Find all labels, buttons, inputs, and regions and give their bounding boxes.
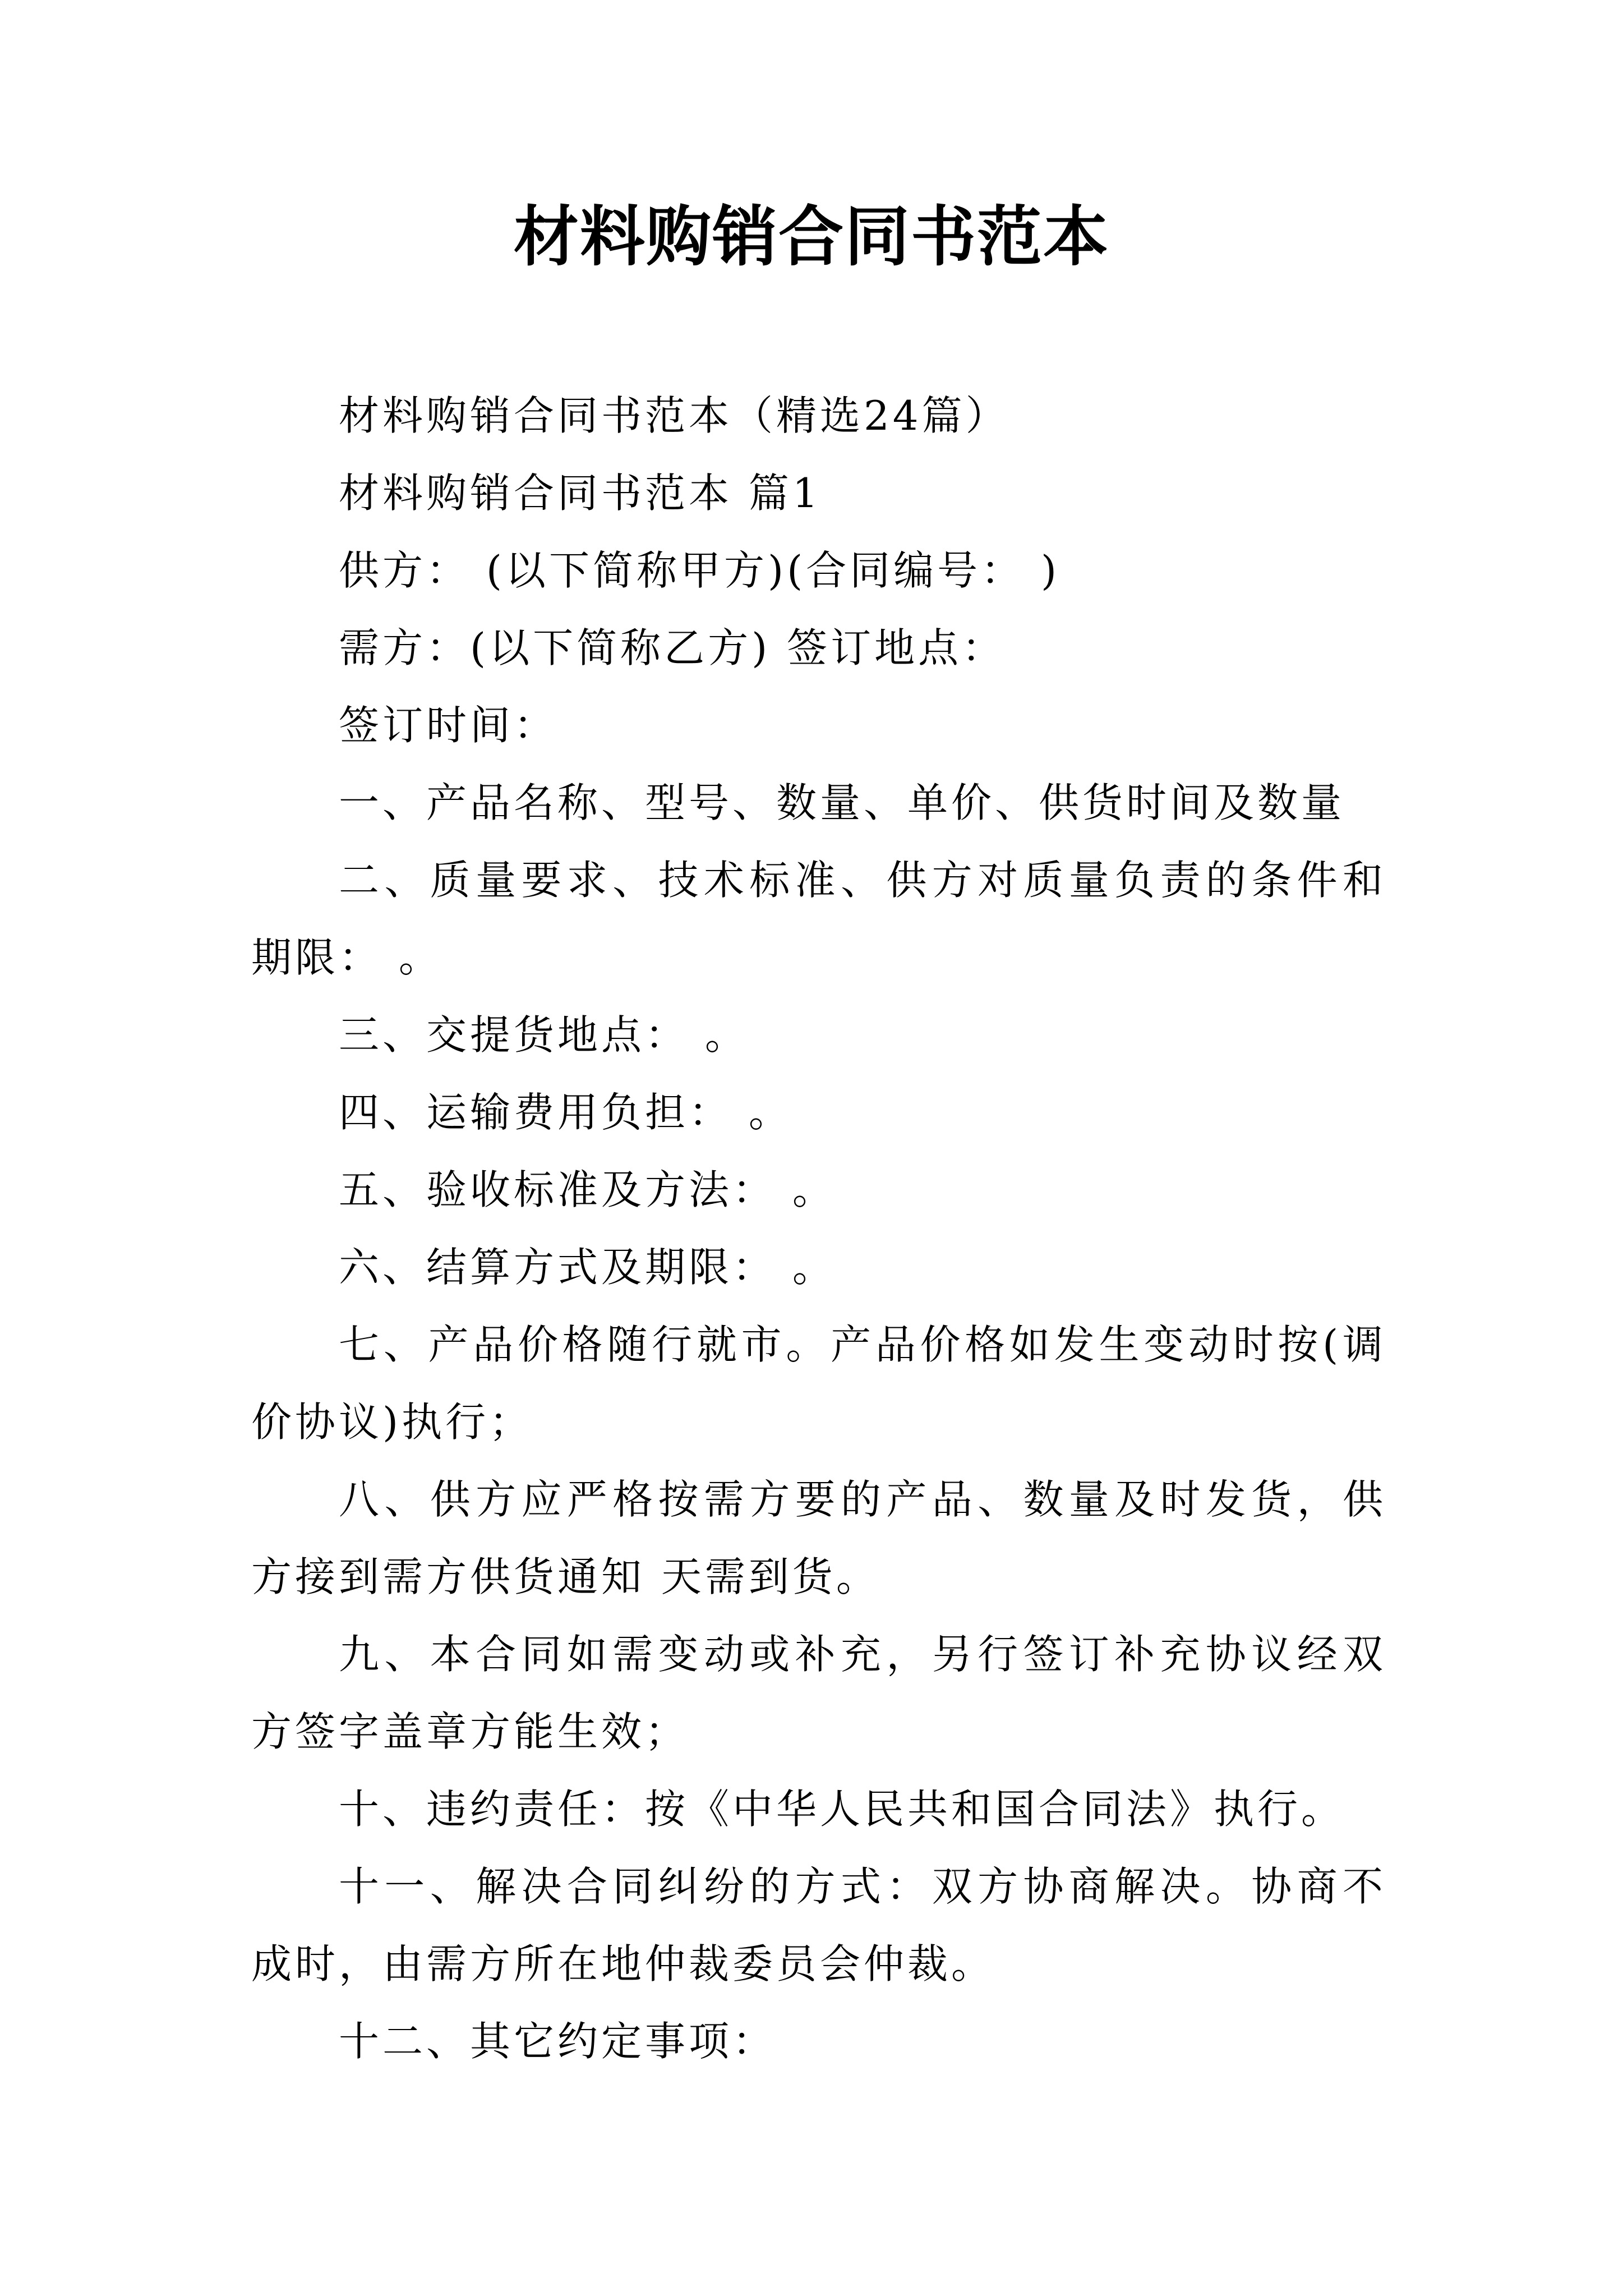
clause-4: 四、运输费用负担： 。	[339, 1089, 792, 1136]
clause-12: 十二、其它约定事项：	[339, 2018, 777, 2065]
buyer-line: 需方：(以下简称乙方) 签订地点：	[339, 624, 1006, 671]
document-title: 材料购销合同书范本	[514, 199, 1109, 275]
clause-6: 六、结算方式及期限： 。	[339, 1244, 836, 1291]
clause-11: 十一、解决合同纠纷的方式：双方协商解决。协商不成时，由需方所在地仲裁委员会仲裁。	[251, 1863, 1386, 1987]
signing-time-line: 签订时间：	[339, 702, 558, 749]
document-subtitle: 材料购销合同书范本（精选24篇）	[339, 392, 1009, 439]
clause-8: 八、供方应严格按需方要的产品、数量及时发货，供方接到需方供货通知 天需到货。	[251, 1476, 1386, 1600]
document-body	[251, 377, 1386, 2080]
supplier-line: 供方： (以下简称甲方)(合同编号： )	[339, 547, 1061, 594]
clause-10: 十、违约责任：按《中华人民共和国合同法》执行。	[339, 1786, 1345, 1833]
clause-3: 三、交提货地点： 。	[339, 1011, 749, 1059]
clause-7: 七、产品价格随行就市。产品价格如发生变动时按(调价协议)执行；	[251, 1321, 1386, 1446]
clause-1: 一、产品名称、型号、数量、单价、供货时间及数量	[339, 779, 1345, 826]
clause-2: 二、质量要求、技术标准、供方对质量负责的条件和期限： 。	[251, 857, 1386, 981]
clause-5: 五、验收标准及方法： 。	[339, 1166, 836, 1213]
section-heading: 材料购销合同书范本 篇1	[339, 470, 822, 517]
clause-9: 九、本合同如需变动或补充，另行签订补充协议经双方签字盖章方能生效；	[251, 1631, 1386, 1755]
